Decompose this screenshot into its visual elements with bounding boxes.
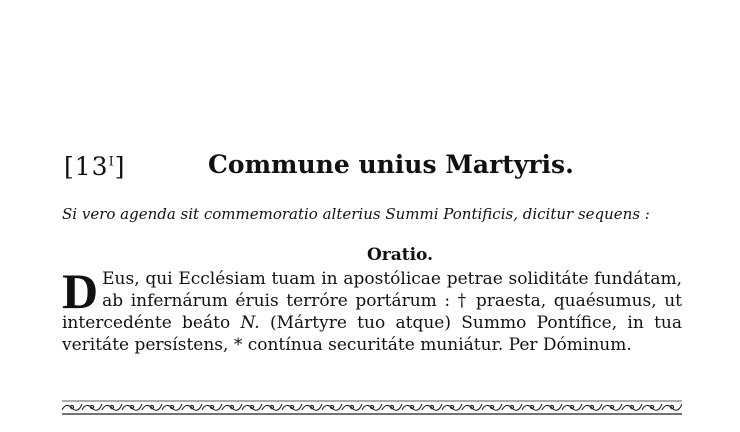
ornament-dot: [290, 405, 293, 408]
prayer-name-placeholder: N.: [240, 313, 260, 333]
ornament-dot: [70, 405, 73, 408]
ornament-dot: [350, 405, 353, 408]
drop-cap: D: [62, 263, 99, 319]
ornament-dot: [110, 405, 113, 408]
ornament-dot: [90, 405, 93, 408]
ornament-dot: [190, 405, 193, 408]
ornament-dot: [590, 405, 593, 408]
ornament-dot: [430, 405, 433, 408]
ornament-dot: [410, 405, 413, 408]
rubric-text: Si vero agenda sit commemoratio alterius Summi Pontificis, dicitur sequens :: [62, 205, 650, 223]
prayer-body: Eus, qui Ecclésiam tuam in apostólicae petrae soliditáte fundátam, ab infernárum éruis terróre portárum : † praesta, quaésumus, ut intercedénte beáto: [62, 269, 682, 333]
page-number: $[13^I]$: [64, 152, 126, 181]
ornament-dot: [250, 405, 253, 408]
prayer-body-end: (Mártyre tuo atque) Summo Pontífice, in tua veritáte persístens, * contínua securitáte muniátur. Per Dóminum.: [62, 313, 682, 355]
ornament-dot: [570, 405, 573, 408]
ornament-dot: [650, 405, 653, 408]
ornament-dot: [150, 405, 153, 408]
ornament-dot: [610, 405, 613, 408]
ornament-dot: [470, 405, 473, 408]
ornament-dot: [510, 405, 513, 408]
ornament-dot: [550, 405, 553, 408]
ornament-dot: [270, 405, 273, 408]
ornament-dot: [170, 405, 173, 408]
ornament-dot: [530, 405, 533, 408]
ornament-dot: [490, 405, 493, 408]
page-number-sup: I: [108, 154, 115, 170]
decorative-border-icon: [62, 398, 682, 416]
prayer-text: [62, 263, 682, 356]
ornament-dot: [130, 405, 133, 408]
ornament-dot: [390, 405, 393, 408]
ornament-dot: [230, 405, 233, 408]
page-title: Commune unius Martyris.: [208, 150, 574, 179]
ornament-dot: [310, 405, 313, 408]
ornament-dot: [670, 405, 673, 408]
oratio-title: Oratio.: [366, 245, 434, 265]
ornament-dot: [450, 405, 453, 408]
ornament-dot: [630, 405, 633, 408]
ornament-dot: [210, 405, 213, 408]
ornament-dot: [330, 405, 333, 408]
ornament-dot: [370, 405, 373, 408]
